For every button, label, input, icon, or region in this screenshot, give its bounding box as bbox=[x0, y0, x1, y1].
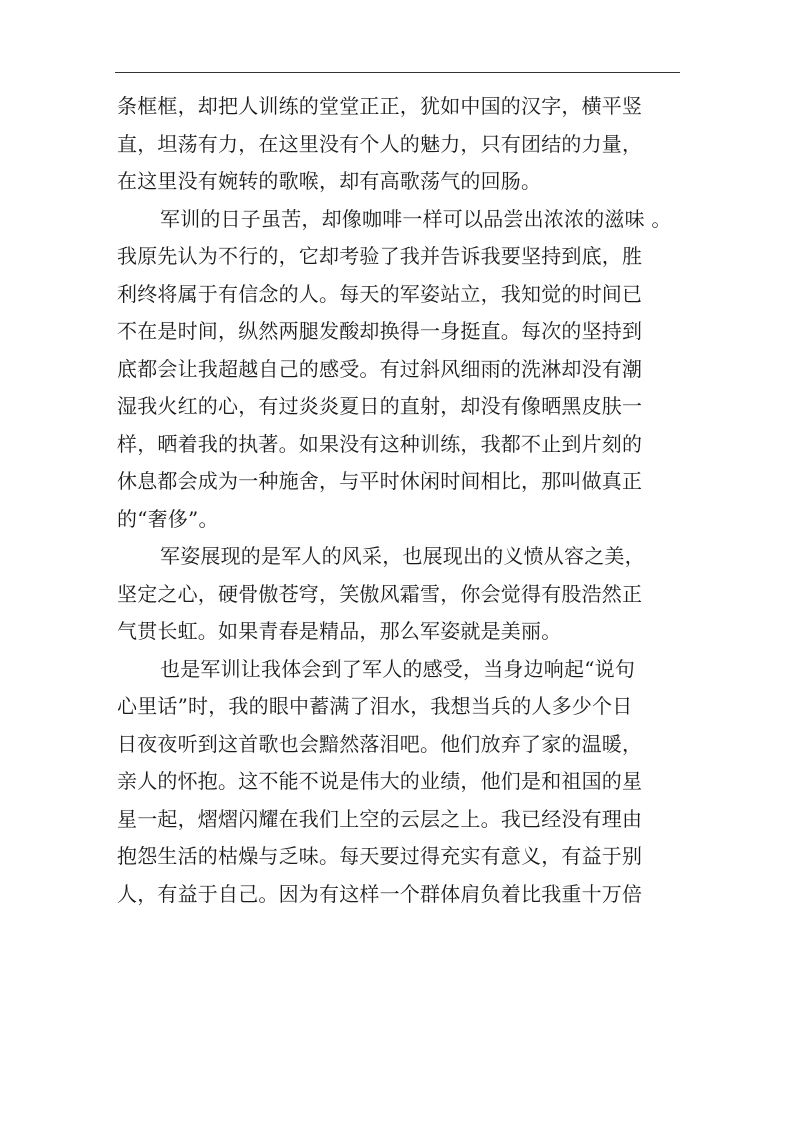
header-rule bbox=[115, 72, 680, 73]
text-line: 的“奢侈”。 bbox=[117, 506, 219, 531]
text-line: 湿我火红的心，有过炎炎夏日的直射，却没有像晒黑皮肤一 bbox=[117, 394, 643, 418]
document-body bbox=[117, 88, 677, 913]
text-line: 底都会让我超越自己的感受。有过斜风细雨的洗淋却没有潮 bbox=[117, 356, 643, 381]
text-line: 我原先认为不行的，它却考验了我并告诉我要坚持到底，胜 bbox=[117, 244, 643, 268]
text-line: 条框框，却把人训练的堂堂正正，犹如中国的汉字，横平竖 bbox=[117, 94, 643, 118]
text-line: 坚定之心，硬骨傲苍穹，笑傲风霜雪，你会觉得有股浩然正 bbox=[117, 581, 643, 606]
text-line: 利终将属于有信念的人。每天的军姿站立，我知觉的时间已 bbox=[117, 281, 643, 306]
paragraph-first-line: 也是军训让我体会到了军人的感受，当身边响起“说句 bbox=[160, 656, 636, 681]
text-line: 人，有益于自己。因为有这样一个群体肩负着比我重十万倍 bbox=[117, 881, 643, 906]
text-line: 日夜夜听到这首歌也会黯然落泪吧。他们放弃了家的温暖， bbox=[117, 731, 643, 756]
paragraph-first-line: 军姿展现的是军人的风采，也展现出的义愤从容之美， bbox=[160, 544, 645, 568]
text-line: 气贯长虹。如果青春是精品，那么军姿就是美丽。 bbox=[117, 619, 562, 643]
text-line: 不在是时间，纵然两腿发酸却换得一身挺直。每次的坚持到 bbox=[117, 319, 643, 343]
text-line: 样，晒着我的执著。如果没有这种训练，我都不止到片刻的 bbox=[117, 431, 643, 456]
text-line: 星一起，熠熠闪耀在我们上空的云层之上。我已经没有理由 bbox=[117, 806, 643, 831]
text-line: 休息都会成为一种施舍，与平时休闲时间相比，那叫做真正 bbox=[117, 469, 643, 493]
text-line: 直，坦荡有力，在这里没有个人的魅力，只有团结的力量， bbox=[117, 131, 643, 156]
text-line: 亲人的怀抱。这不能不说是伟大的业绩，他们是和祖国的星 bbox=[117, 769, 643, 793]
text-line: 心里话”时，我的眼中蓄满了泪水，我想当兵的人多少个日 bbox=[117, 694, 633, 718]
text-line: 在这里没有婉转的歌喉，却有高歌荡气的回肠。 bbox=[117, 169, 542, 193]
text-line: 抱怨生活的枯燥与乏味。每天要过得充实有意义，有益于别 bbox=[117, 844, 643, 868]
paragraph-first-line: 军训的日子虽苦，却像咖啡一样可以品尝出浓浓的滋味 。 bbox=[160, 206, 672, 231]
